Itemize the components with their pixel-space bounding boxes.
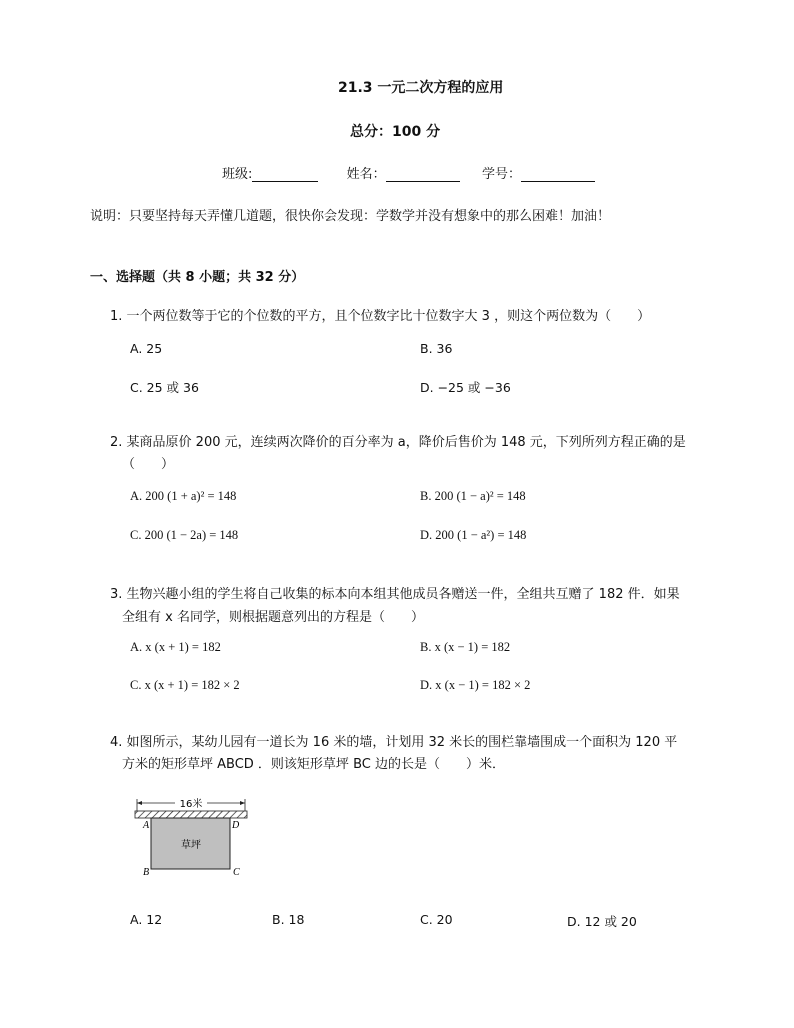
name-blank[interactable] [386,167,460,182]
question-3-line-2: 全组有 x 名同学，则根据题意列出的方程是（ ） [122,610,424,625]
q1-option-d[interactable]: D. −25 或 −36 [420,380,511,395]
question-1: 1. 一个两位数等于它的个位数的平方，且个位数字比十位数字大 3 ，则这个两位数为（ ） [110,309,651,324]
vertex-b: B [143,867,150,878]
q1-option-b[interactable]: B. 36 [420,341,453,356]
q1-option-c[interactable]: C. 25 或 36 [130,380,199,395]
question-4-line-1: 4. 如图所示，某幼儿园有一道长为 16 米的墙，计划用 32 米长的围栏靠墙围成一个面积为 120 平 [110,735,678,750]
section-title: 一、选择题（共 8 小题；共 32 分） [90,270,305,285]
wall-length-label: 16米 [179,799,203,810]
note: 说明：只要坚持每天弄懂几道题，很快你会发现：学数学并没有想象中的那么困难！加油！ [90,209,611,224]
q2-option-b[interactable]: B. 200 (1 − a)² = 148 [420,489,526,503]
question-2-line-1: 2. 某商品原价 200 元，连续两次降价的百分率为 a，降价后售价为 148 元，下列所列方程正确的是 [110,435,686,450]
q2-option-d[interactable]: D. 200 (1 − a²) = 148 [420,528,527,542]
page-title: 21.3 一元二次方程的应用 [338,80,504,96]
class-label: 班级: [222,167,253,182]
student-info-row [222,163,595,182]
q4-option-c[interactable]: C. 20 [420,912,453,927]
total-score: 总分：100 分 [350,124,441,140]
wall [135,811,247,818]
q3-option-b[interactable]: B. x (x − 1) = 182 [420,640,511,654]
arrow-right-icon [240,801,245,805]
vertex-d: D [232,820,240,831]
q3-option-a[interactable]: A. x (x + 1) = 182 [130,640,221,654]
question-3-line-1: 3. 生物兴趣小组的学生将自己收集的标本向本组其他成员各赠送一件，全组共互赠了 182 件．如果 [110,587,680,602]
q3-option-d[interactable]: D. x (x − 1) = 182 × 2 [420,678,531,692]
q3-option-c[interactable]: C. x (x + 1) = 182 × 2 [130,678,240,692]
vertex-a: A [143,820,150,831]
id-label: 学号： [481,167,521,182]
lawn-diagram [125,795,260,885]
q4-option-b[interactable]: B. 18 [272,912,305,927]
q4-option-a[interactable]: A. 12 [130,912,163,927]
vertex-c: C [233,867,240,878]
lawn-label: 草坪 [181,840,201,851]
arrow-left-icon [137,801,142,805]
q1-option-a[interactable]: A. 25 [130,341,163,356]
q2-option-c[interactable]: C. 200 (1 − 2a) = 148 [130,528,239,542]
name-label: 姓名： [346,167,386,182]
q2-option-a[interactable]: A. 200 (1 + a)² = 148 [130,489,237,503]
class-blank[interactable] [252,167,318,182]
q4-option-d[interactable]: D. 12 或 20 [567,914,637,929]
question-4-line-2: 方米的矩形草坪 ABCD ．则该矩形草坪 BC 边的长是（ ）米． [122,757,505,772]
id-blank[interactable] [521,167,595,182]
question-2-line-2: （ ） [122,457,175,472]
